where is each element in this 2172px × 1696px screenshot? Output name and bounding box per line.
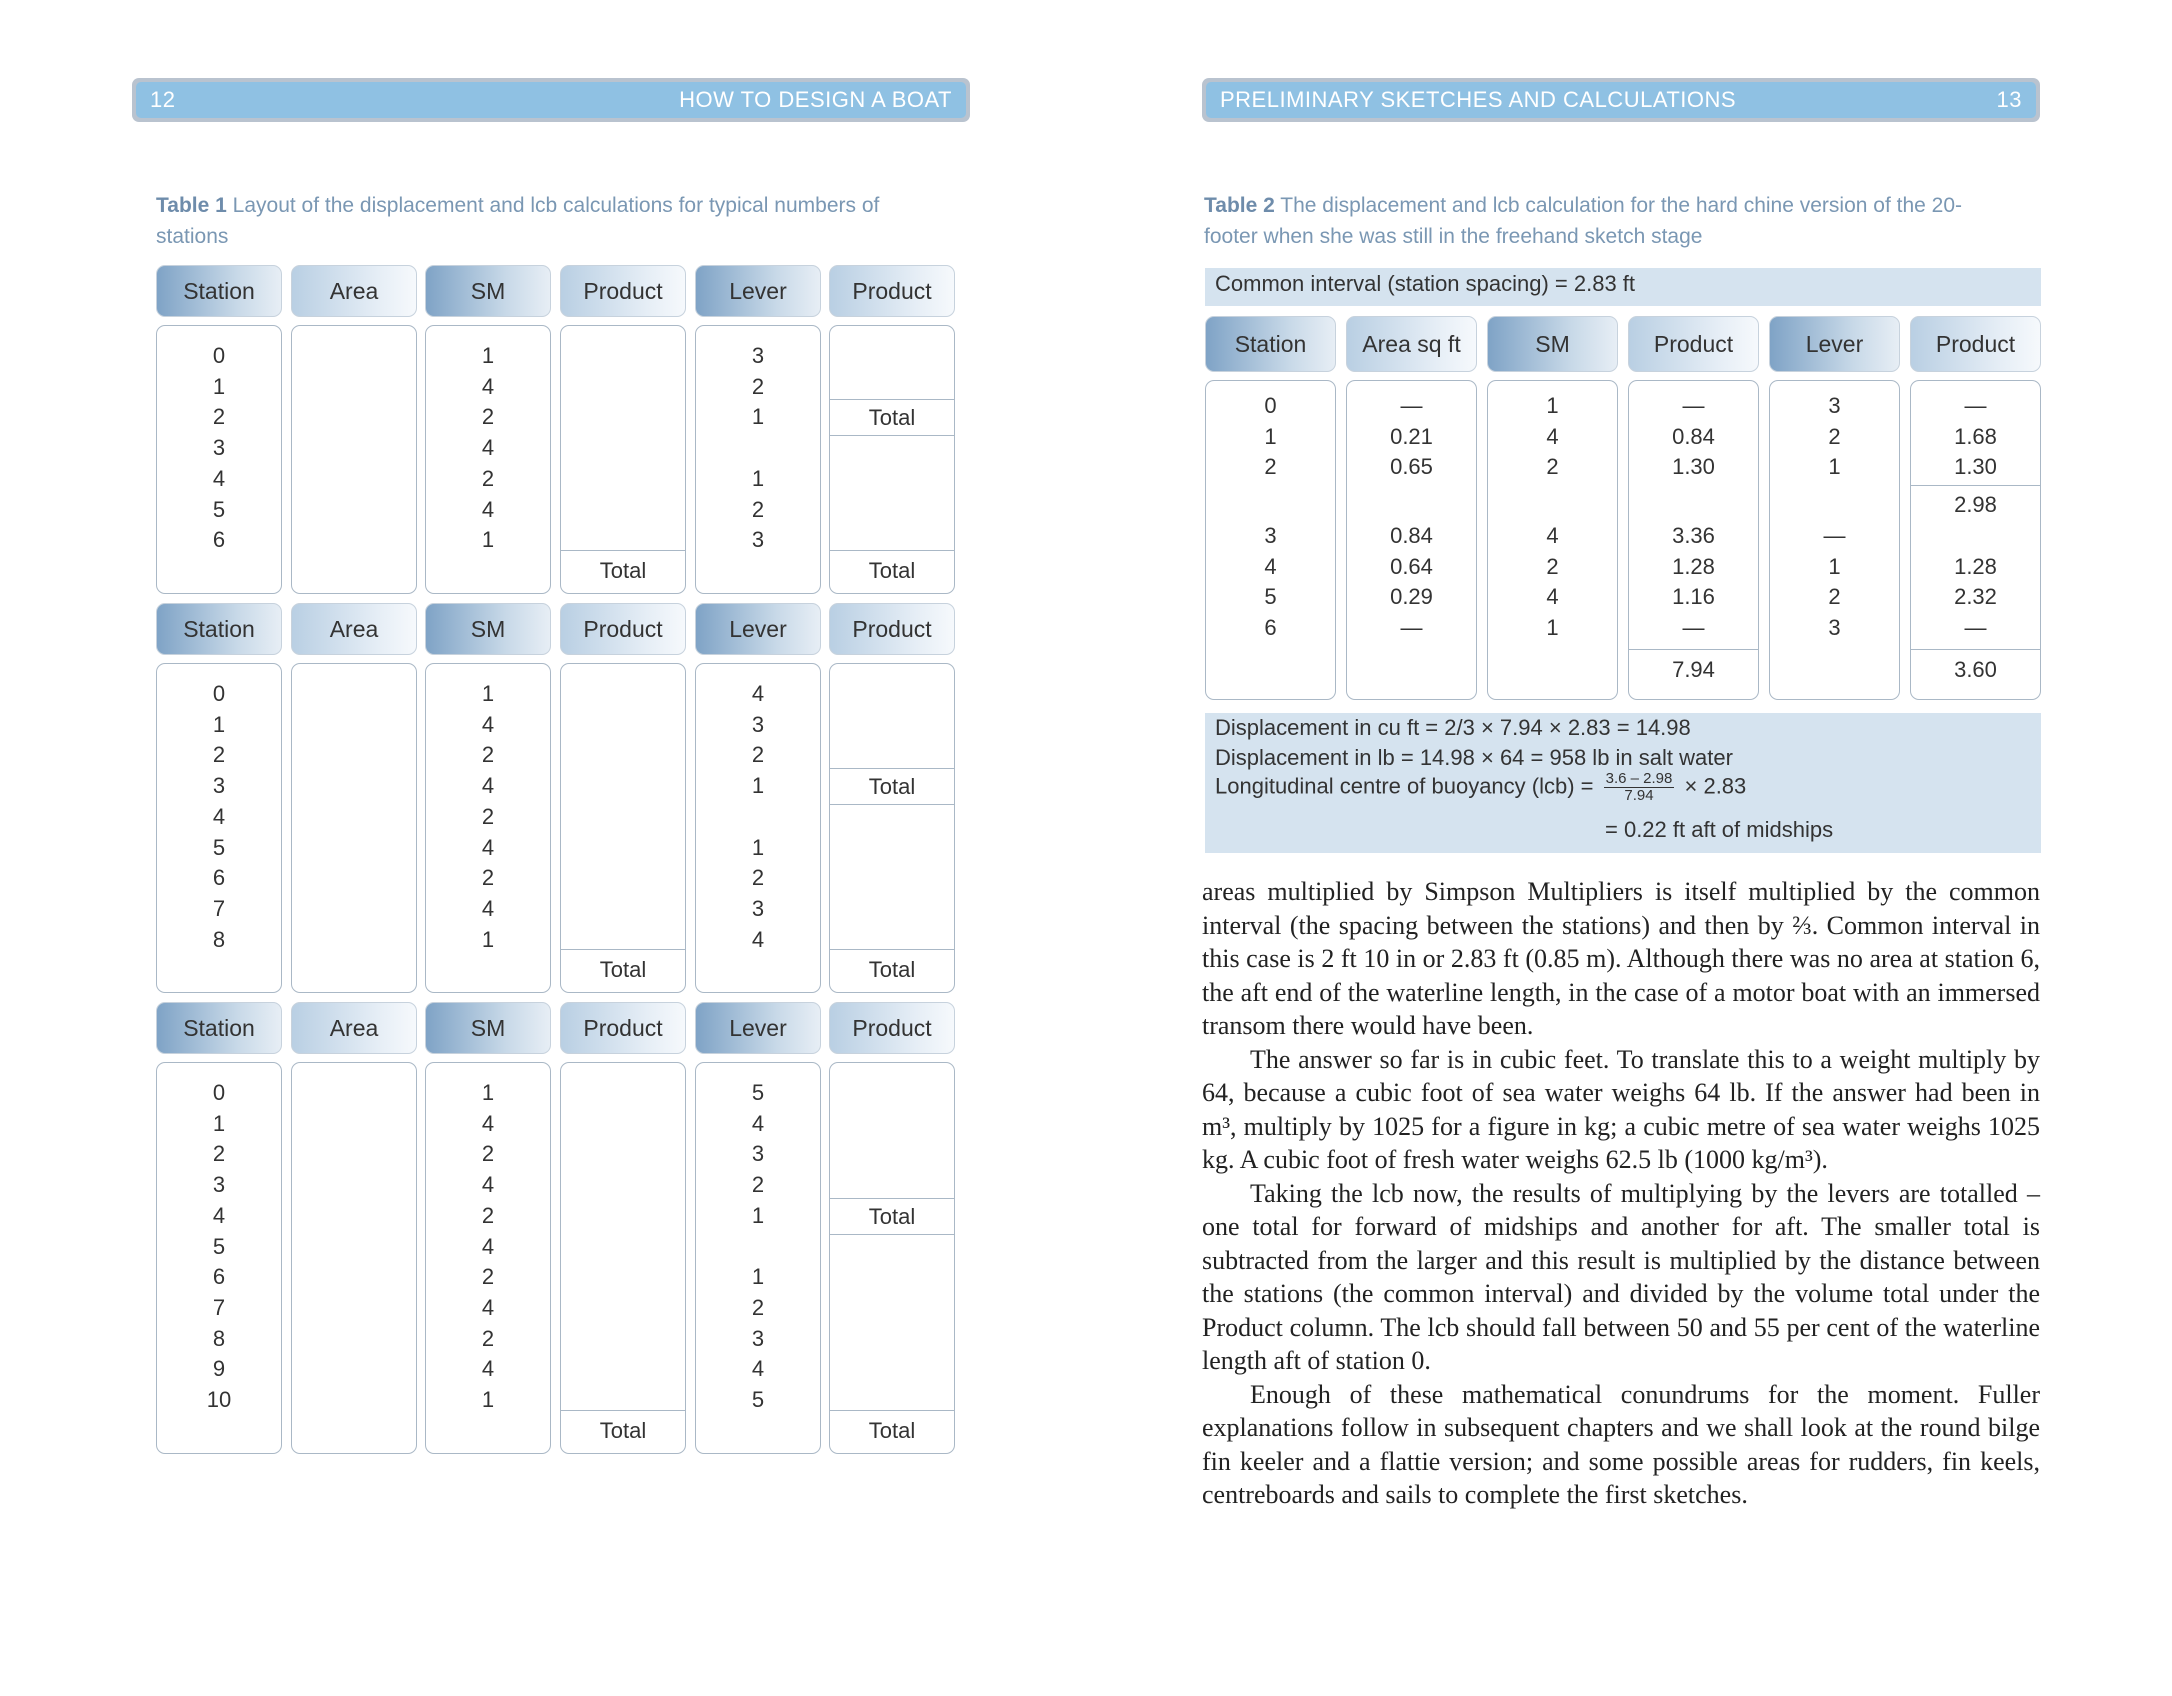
table1-station-cell: 7 [212,895,226,921]
table2-lever-cell: 1 [1828,554,1841,579]
table1-mid-rule-bottom [830,435,954,436]
table1-station-cell: 5 [212,1233,226,1259]
table2-lever-cell: — [1823,523,1846,548]
table1-sm-cell: 1 [481,926,495,952]
table2-sm-cell: 1 [1546,615,1559,640]
table1-station-cell: 1 [212,711,226,737]
table1-station-cell: 8 [212,1325,226,1351]
body-text [1202,875,2040,1512]
table2-station-cell: 0 [1264,393,1277,418]
table1-station-cell: 2 [212,404,226,430]
table1-col-station [156,1062,282,1454]
table1-sm-cell: 2 [481,1264,495,1290]
table2-product-total-rule [1629,649,1758,650]
table1-lever-cell: 2 [751,373,765,399]
table1-lever-cell: 1 [751,1202,765,1228]
table1-col-area [291,663,417,993]
table1-station-cell: 3 [212,1172,226,1198]
table2-moment-cell: — [1964,393,1987,418]
table1-station-cell: 2 [212,742,226,768]
table2-area-cell: — [1400,615,1423,640]
table1-header-lever: Lever [695,603,821,655]
table1-header-lever: Lever [695,1002,821,1054]
table1-sm-cell: 2 [481,742,495,768]
table2-sm-cell: 2 [1546,554,1559,579]
table2-area-cell: 0.29 [1390,584,1433,609]
table1-col-lever [695,663,821,993]
table1-header-sm: SM [425,603,551,655]
table1-col-product [560,1062,686,1454]
table1-lever-cell [696,1231,820,1262]
table1-sm-cell: 1 [481,1387,495,1412]
table1-station-cell: 3 [212,773,226,799]
table1-lever-cell: 2 [751,865,765,891]
table2-area-cell: 0.84 [1390,523,1433,548]
table1-header-product: Product [829,603,955,655]
running-head-left [132,78,970,122]
table1-total-label: Total [868,557,916,583]
table2-area-cell: 0.21 [1390,424,1433,449]
calculation-band [1205,713,2041,853]
table1-sm-cell: 4 [481,435,495,461]
table1-sm-cell: 2 [481,404,495,430]
table2-sm-cell: 4 [1546,424,1559,449]
table2-product-total: 7.94 [1672,657,1715,682]
paragraph-3: Taking the lcb now, the results of multiplying by the levers are totalled – one total for forward of midships and another for aft. The smaller total is subtracted from the larger and this result is multiplied by the distance between the stations (the common interval) and divided by the volume total under the Product column. The lcb should fall between 50 and 55 per cent of the waterline length aft of station 0. [1202,1178,2040,1375]
table1-caption-label: Table 1 [156,194,227,217]
lcb-fraction [1604,771,1675,804]
table1-sm-cell: 4 [481,373,495,399]
table2-lever-cell: 1 [1828,454,1841,479]
table1-col-product [829,325,955,594]
table2-product-cell: 1.16 [1672,584,1715,609]
table2-sm-cell: 4 [1546,523,1559,548]
table1-station-cell: 1 [212,373,226,399]
table1-total-rule [561,949,685,950]
table1-sm-cell: 1 [481,1080,495,1105]
table1-col-station [156,325,282,594]
table1-header-product: Product [560,265,686,317]
table1-sm-cell: 4 [481,1110,495,1136]
table1-header-product: Product [560,1002,686,1054]
table1-sm-cell: 4 [481,1356,495,1382]
table1-mid-total-label: Total [868,405,916,431]
table1-sm-cell: 4 [481,1294,495,1320]
table2-product-cell: 1.30 [1672,454,1715,479]
table1-header-product: Product [560,603,686,655]
table1-col-product [829,663,955,993]
running-head-right [1202,78,2040,122]
table2-moment-cell: 1.30 [1954,454,1997,479]
table1-sm-cell: 1 [481,681,495,706]
table2-lever-cell: 2 [1828,584,1841,609]
table2-caption [1204,190,2004,252]
table1-station-cell: 0 [212,681,226,706]
table1-mid-total-label: Total [868,1203,916,1229]
table1-col-lever [695,1062,821,1454]
table1-total-label: Total [599,957,647,983]
table1-sm-cell: 4 [481,773,495,799]
table1-station-cell: 8 [212,926,226,952]
paragraph-4: Enough of these mathematical conundrums for the moment. Fuller explanations follow in subsequent chapters and we shall look at the round bilge fin keeler and a flattie version; and some possible areas for rudders, fin keels, centreboards and sails to complete the first sketches. [1202,1379,2040,1509]
table2-station-cell: 1 [1264,424,1277,449]
table1-mid-rule-top [830,399,954,400]
table1-sm-cell: 2 [481,1141,495,1167]
table1-header-product: Product [829,1002,955,1054]
table2-station-cell: 4 [1264,554,1277,579]
table1-sm-cell: 2 [481,465,495,491]
table1-mid-total-label: Total [868,774,916,800]
table1-header-product: Product [829,265,955,317]
table1-station-cell: 10 [206,1387,232,1412]
table1-station-cell: 1 [212,1110,226,1136]
table1-sm-cell: 1 [481,527,495,553]
table2-product-cell: 3.36 [1672,523,1715,548]
table1-total-rule [561,550,685,551]
table1-station-cell: 5 [212,496,226,522]
table1-mid-rule-bottom [830,1234,954,1235]
table2-header-area-sq-ft: Area sq ft [1346,316,1477,372]
table1-col-product [560,325,686,594]
table2-header-product: Product [1910,316,2041,372]
table1-header-sm: SM [425,265,551,317]
table2-header-sm: SM [1487,316,1618,372]
table1-lever-cell: 3 [751,895,765,921]
table1-total-label: Total [868,1417,916,1443]
table1-sm-cell: 2 [481,1325,495,1351]
paragraph-1: areas multiplied by Simpson Multipliers is itself multiplied by the common interval (the spacing between the stations) and then by ⅔. Common interval in this case is 2 ft 10 in or 2.83 ft (0.85 m). Although there was no area at station 6, the aft end of the waterline length, in the case of a motor boat with an immersed transom there would have been. [1202,877,2040,1040]
table2-col-lever [1769,380,1900,700]
table1-col-sm [425,1062,551,1454]
table2-sm-cell: 1 [1546,393,1559,418]
lcb-formula-suffix: × 2.83 [1684,773,1747,799]
table2-moment-fwd-total: 2.98 [1954,492,1997,517]
table1-col-product [829,1062,955,1454]
table1-sm-cell: 4 [481,895,495,921]
table1-station-cell: 4 [212,465,226,491]
table1-total-rule [830,1410,954,1411]
table1-station-cell: 7 [212,1294,226,1320]
table2-col-station [1205,380,1336,700]
table1-lever-cell: 3 [751,343,765,368]
table1-col-lever [695,325,821,594]
table1-lever-cell: 3 [751,1141,765,1167]
table1-lever-cell: 1 [751,465,765,491]
table2-moment-cell: 2.32 [1954,584,1997,609]
table1-lever-cell: 3 [751,1325,765,1351]
table2-sm-cell: 4 [1546,584,1559,609]
table2-caption-label: Table 2 [1204,194,1275,217]
table1-mid-rule-top [830,768,954,769]
table1-total-label: Total [599,1417,647,1443]
table1-total-label: Total [868,957,916,983]
table2-moment-fwd-rule [1911,485,2040,486]
table1-sm-cell: 4 [481,711,495,737]
table1-station-cell: 9 [212,1356,226,1382]
page-number-left: 12 [150,87,176,112]
table1-lever-cell: 5 [751,1387,765,1412]
table1-caption-text: Layout of the displacement and lcb calculations for typical numbers of stations [156,194,880,248]
table2-station-cell: 5 [1264,584,1277,609]
table1-header-area: Area [291,603,417,655]
table1-lever-cell: 5 [751,1080,765,1105]
table2-product-cell: — [1682,393,1705,418]
table1-lever-cell: 4 [751,1356,765,1382]
table2-station-cell: 3 [1264,523,1277,548]
table1-station-cell: 0 [212,343,226,368]
table1-header-area: Area [291,265,417,317]
table2-product-cell: 0.84 [1672,424,1715,449]
common-interval-text: Common interval (station spacing) = 2.83 ft [1215,271,1636,296]
table1-total-rule [830,550,954,551]
table1-col-sm [425,663,551,993]
table1-sm-cell: 2 [481,803,495,829]
table1-sm-cell: 4 [481,1172,495,1198]
table1-sm-cell: 2 [481,1202,495,1228]
lcb-fraction-numerator: 3.6 – 2.98 [1605,770,1673,787]
table1-mid-rule-bottom [830,804,954,805]
table2-header-station: Station [1205,316,1336,372]
table1-header-station: Station [156,1002,282,1054]
table2-station-cell: 6 [1264,615,1277,640]
table1-sm-cell: 1 [481,343,495,368]
table2-moment-aft-total: 3.60 [1954,657,1997,682]
table1-col-area [291,1062,417,1454]
table1-station-cell: 4 [212,1202,226,1228]
table2-lever-cell: 3 [1828,615,1841,640]
table1-lever-cell: 2 [751,1172,765,1198]
table1-station-cell: 6 [212,527,226,553]
table1-sm-cell: 4 [481,834,495,860]
lcb-result-line: = 0.22 ft aft of midships [1605,817,1834,842]
table2-col-area-sq-ft [1346,380,1477,700]
table1-lever-cell: 3 [751,527,765,553]
table1-caption [156,190,956,252]
table2-sm-cell: 2 [1546,454,1559,479]
table1-station-cell: 2 [212,1141,226,1167]
table1-station-cell: 0 [212,1080,226,1105]
table2-station-cell: 2 [1264,454,1277,479]
table2-area-cell: — [1400,393,1423,418]
table2-col-sm [1487,380,1618,700]
table1-lever-cell: 2 [751,1294,765,1320]
table2-moment-cell: 1.68 [1954,424,1997,449]
table1-header-sm: SM [425,1002,551,1054]
table2-product-cell: 1.28 [1672,554,1715,579]
table2-area-cell: 0.65 [1390,454,1433,479]
table1-sm-cell: 4 [481,1233,495,1259]
table1-lever-cell: 1 [751,1264,765,1290]
table1-col-sm [425,325,551,594]
table2-moment-cell: 1.28 [1954,554,1997,579]
running-title-right: PRELIMINARY SKETCHES AND CALCULATIONS [1220,87,1737,112]
table2-lever-cell: 2 [1828,424,1841,449]
table2-moment-cell: — [1964,615,1987,640]
table1-lever-cell: 2 [751,496,765,522]
table2-col-product [1910,380,2041,700]
table1-lever-cell: 4 [751,681,765,706]
table1-lever-cell: 4 [751,926,765,952]
table1-total-rule [561,1410,685,1411]
table1-lever-cell: 1 [751,404,765,430]
displacement-cuft-line: Displacement in cu ft = 2/3 × 7.94 × 2.83 = 14.98 [1215,715,1691,740]
table1-sm-cell: 2 [481,865,495,891]
table1-total-rule [830,949,954,950]
running-title-left: HOW TO DESIGN A BOAT [679,87,952,112]
lcb-fraction-denominator: 7.94 [1624,787,1654,804]
table1-sm-cell: 4 [481,496,495,522]
page-number-right: 13 [1996,87,2022,112]
table1-total-label: Total [599,557,647,583]
table1-station-cell: 5 [212,834,226,860]
table2-moment-aft-rule [1911,649,2040,650]
table1-lever-cell: 3 [751,711,765,737]
lcb-formula-line [1215,771,1746,804]
table1-header-station: Station [156,603,282,655]
table1-station-cell: 4 [212,803,226,829]
table2-header-product: Product [1628,316,1759,372]
table2-col-product [1628,380,1759,700]
table1-lever-cell [696,801,820,832]
table2-caption-text: The displacement and lcb calculation for the hard chine version of the 20-footer when she was still in the freehand sketch stage [1204,194,1963,248]
table2-lever-cell: 3 [1828,393,1841,418]
table1-lever-cell: 1 [751,773,765,799]
table1-header-area: Area [291,1002,417,1054]
table1-station-cell: 3 [212,435,226,461]
table1-header-station: Station [156,265,282,317]
common-interval-band [1205,268,2041,306]
table2-product-cell: — [1682,615,1705,640]
table1-header-lever: Lever [695,265,821,317]
table1-col-product [560,663,686,993]
lcb-formula-prefix: Longitudinal centre of buoyancy (lcb) = [1215,773,1594,799]
table1-lever-cell [696,432,820,463]
paragraph-2: The answer so far is in cubic feet. To translate this to a weight multiply by 64, because a cubic foot of sea water weighs 64 lb. If the answer had been in m³, multiply by 1025 for a figure in kg; a cubic metre of sea water weighs 1025 kg. A cubic foot of fresh water weighs 62.5 lb (1000 kg/m³). [1202,1044,2040,1174]
table1-mid-rule-top [830,1198,954,1199]
table2-area-cell: 0.64 [1390,554,1433,579]
table1-col-station [156,663,282,993]
displacement-lb-line: Displacement in lb = 14.98 × 64 = 958 lb in salt water [1215,745,1733,770]
table1-station-cell: 6 [212,1264,226,1290]
table1-lever-cell: 2 [751,742,765,768]
table1-col-area [291,325,417,594]
table1-lever-cell: 4 [751,1110,765,1136]
table2-header-lever: Lever [1769,316,1900,372]
table1-lever-cell: 1 [751,834,765,860]
table1-station-cell: 6 [212,865,226,891]
